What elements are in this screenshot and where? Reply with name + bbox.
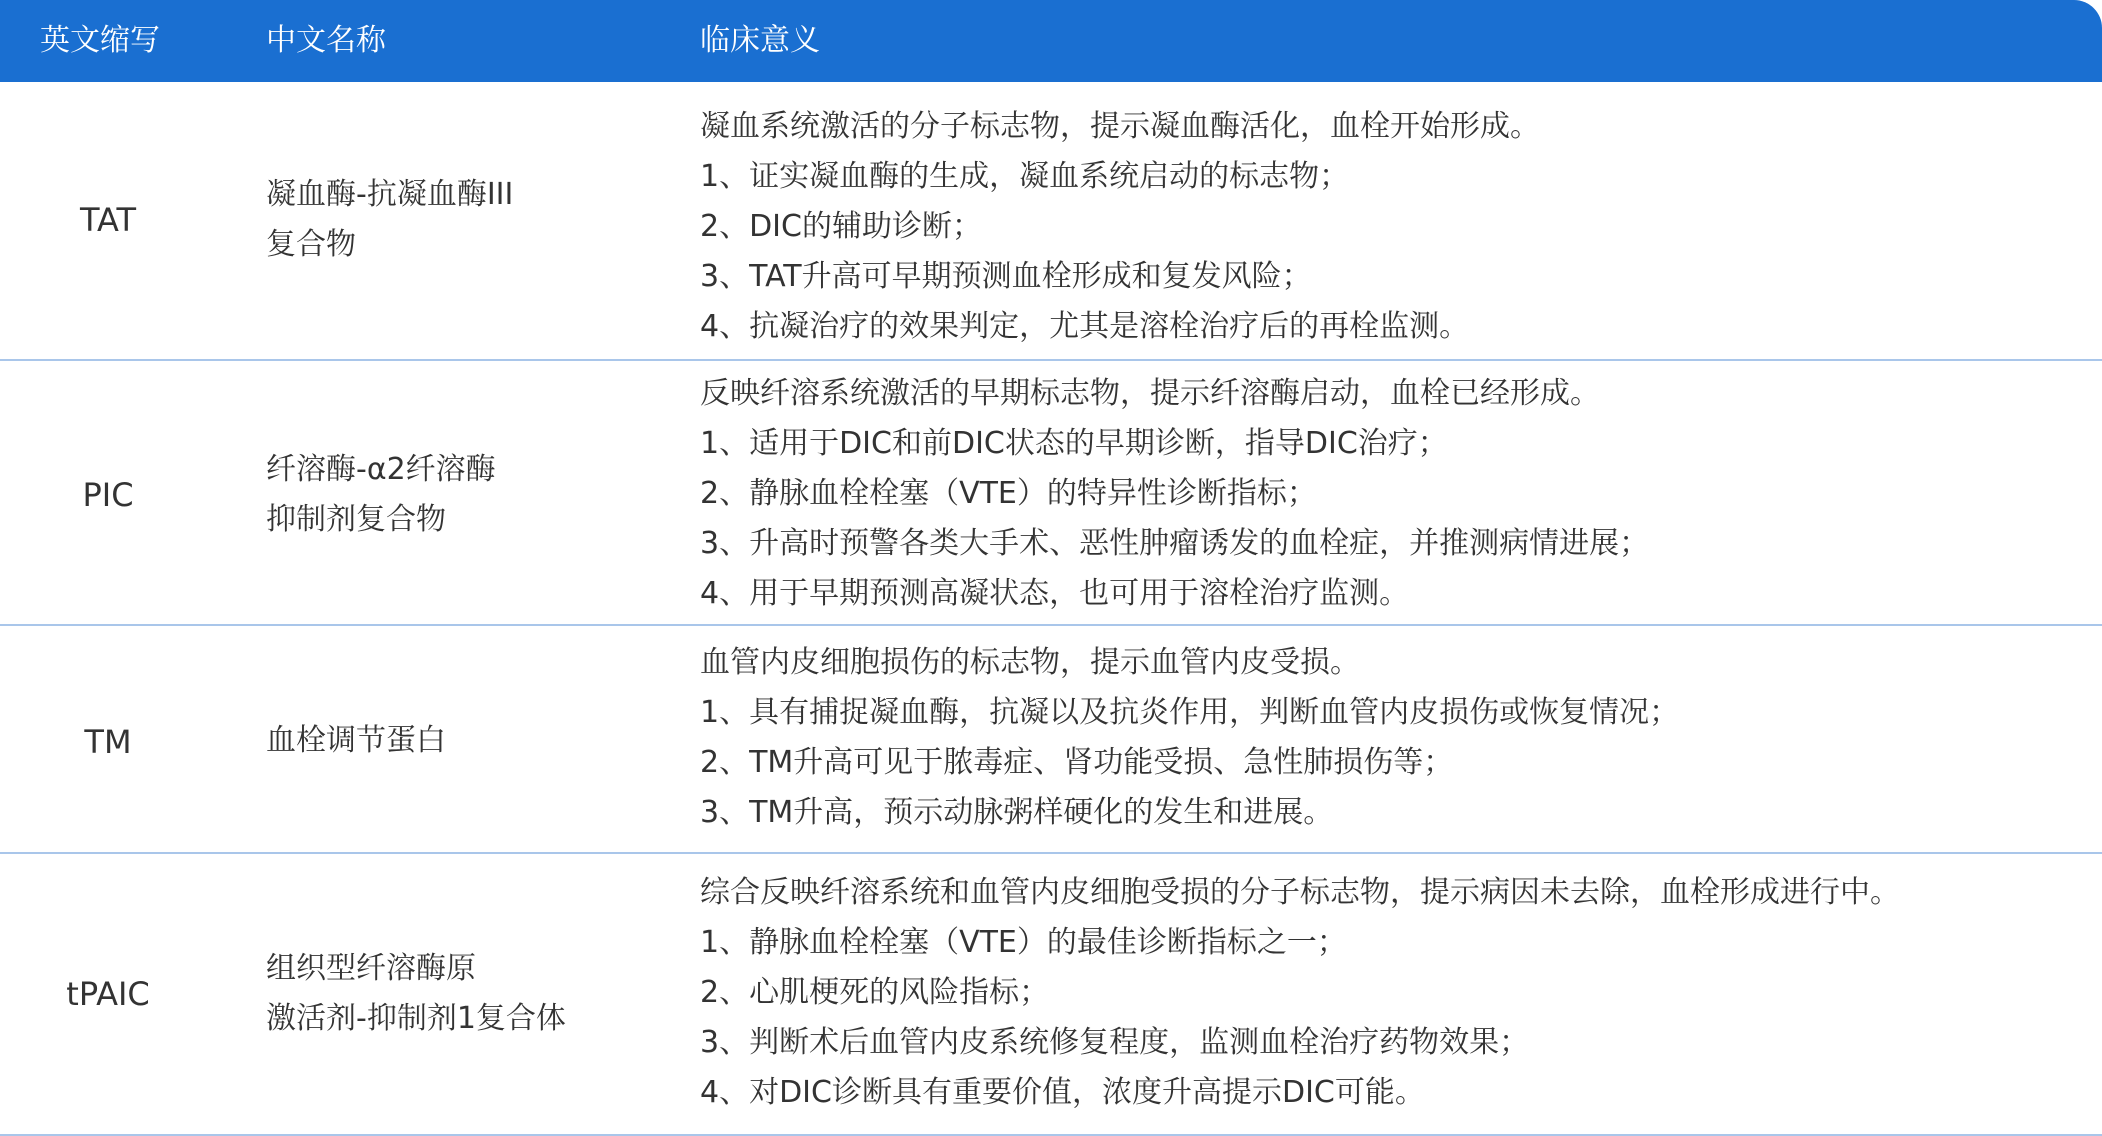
name-line: 激活剂-抑制剂1复合体 [266,1001,566,1036]
name-line: 血栓调节蛋白 [266,723,446,758]
row-chinese-name [266,445,496,545]
row-abbr: PIC [82,476,134,514]
name-line: 复合物 [266,227,356,262]
meaning-line: 3、升高时预警各类大手术、恶性肿瘤诱发的血栓症，并推测病情进展； [700,526,1650,561]
row-abbr: tPAIC [66,975,150,1013]
name-line: 抑制剂复合物 [266,502,446,537]
header-chinese-name: 中文名称 [266,23,386,58]
meaning-line: 2、心肌梗死的风险指标； [700,975,1050,1010]
meaning-line: 反映纤溶系统激活的早期标志物，提示纤溶酶启动，血栓已经形成。 [700,376,1600,411]
meaning-line: 3、TAT升高可早期预测血栓形成和复发风险； [700,259,1312,294]
header-abbr: 英文缩写 [40,23,160,58]
meaning-line: 1、证实凝血酶的生成，凝血系统启动的标志物； [700,159,1350,194]
row-chinese-name [266,716,446,766]
row-chinese-name [266,944,566,1044]
table-header [0,0,2102,82]
meaning-line: 1、具有捕捉凝血酶，抗凝以及抗炎作用，判断血管内皮损伤或恢复情况； [700,695,1680,730]
table-row [0,82,2102,361]
meaning-line: 1、适用于DIC和前DIC状态的早期诊断，指导DIC治疗； [700,426,1448,461]
meaning-line: 4、对DIC诊断具有重要价值，浓度升高提示DIC可能。 [700,1075,1425,1110]
meaning-line: 2、TM升高可见于脓毒症、肾功能受损、急性肺损伤等； [700,745,1454,780]
row-chinese-name [266,170,513,270]
row-clinical-meaning [700,638,1679,838]
meaning-line: 综合反映纤溶系统和血管内皮细胞受损的分子标志物，提示病因未去除，血栓形成进行中。 [700,875,1900,910]
row-abbr: TAT [79,201,136,239]
meaning-line: 3、判断术后血管内皮系统修复程度，监测血栓治疗药物效果； [700,1025,1530,1060]
name-line: 纤溶酶-α2纤溶酶 [266,452,496,487]
row-clinical-meaning [700,369,1649,619]
meaning-line: 凝血系统激活的分子标志物，提示凝血酶活化，血栓开始形成。 [700,109,1540,144]
row-clinical-meaning [700,868,1900,1118]
meaning-line: 3、TM升高，预示动脉粥样硬化的发生和进展。 [700,795,1334,830]
name-line: 凝血酶-抗凝血酶III [266,177,514,212]
table-row [0,361,2102,626]
table-row [0,854,2102,1136]
meaning-line: 4、抗凝治疗的效果判定，尤其是溶栓治疗后的再栓监测。 [700,309,1470,344]
meaning-line: 2、DIC的辅助诊断； [700,209,982,244]
meaning-line: 2、静脉血栓栓塞（VTE）的特异性诊断指标； [700,476,1317,511]
header-clinical-meaning: 临床意义 [700,23,820,58]
meaning-line: 1、静脉血栓栓塞（VTE）的最佳诊断指标之一； [700,925,1347,960]
name-line: 组织型纤溶酶原 [266,951,476,986]
row-abbr: TM [84,723,132,761]
meaning-line: 血管内皮细胞损伤的标志物，提示血管内皮受损。 [700,645,1360,680]
table-row [0,626,2102,854]
row-clinical-meaning [700,102,1540,352]
meaning-line: 4、用于早期预测高凝状态，也可用于溶栓治疗监测。 [700,576,1410,611]
